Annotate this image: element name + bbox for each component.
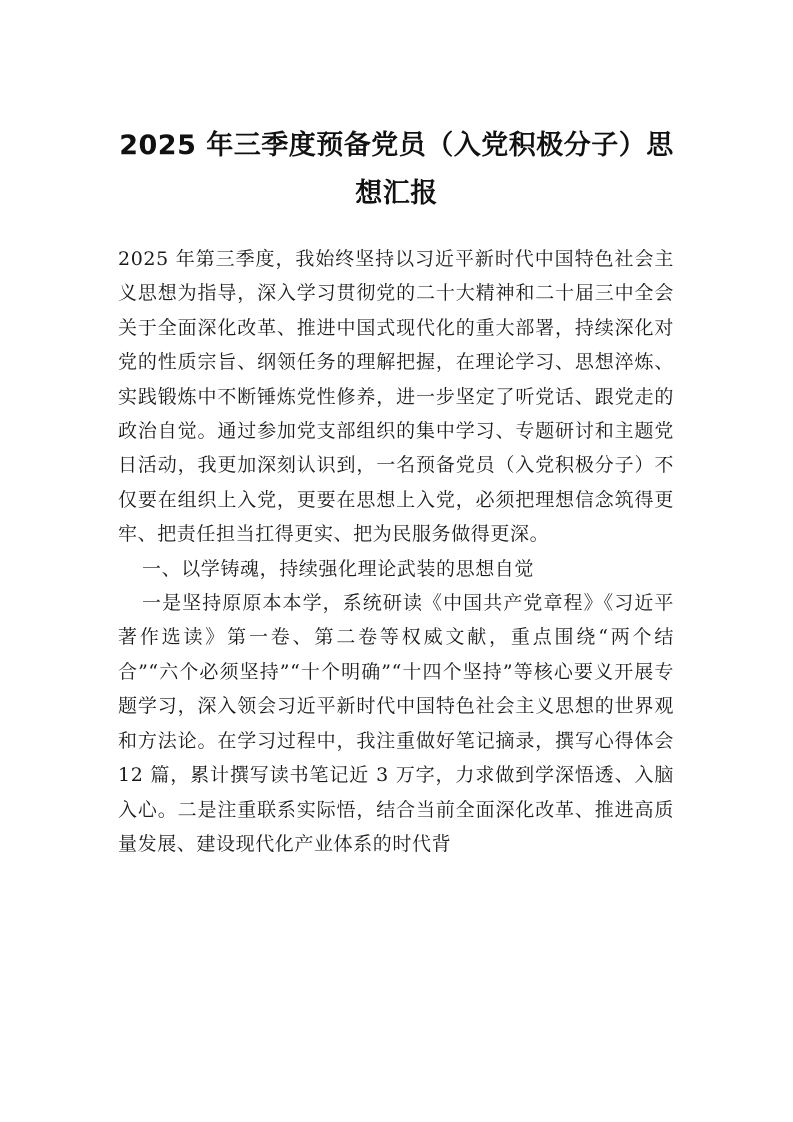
section-heading: 一、以学铸魂，持续强化理论武装的思想自觉	[142, 557, 535, 580]
intro-paragraph: 2025 年第三季度，我始终坚持以习近平新时代中国特色社会主义思想为指导，深入学习贯彻党的二十大精神和二十届三中全会关于全面深化改革、推进中国式现代化的重大部署，持续深化对党的性质宗旨、纲领任务的理解把握，在理论学习、思想淬炼、实践锻炼中不断锤炼党性修养，进一步坚定了听党话、跟党走的政治自觉。通过参加党支部组织的集中学习、专题研讨和主题党日活动，我更加深刻认识到，一名预备党员（入党积极分子）不仅要在组织上入党，更要在思想上入党，必须把理想信念筑得更牢、把责任担当扛得更实、把为民服务做得更深。	[118, 248, 674, 546]
document-body	[118, 242, 674, 861]
document-title: 2025 年三季度预备党员（入党积极分子）思想汇报	[119, 130, 674, 209]
section-paragraph: 一是坚持原原本本学，系统研读《中国共产党章程》《习近平著作选读》第一卷、第二卷等权威文献，重点围绕“两个结合”“六个必须坚持”“十个明确”“十四个坚持”等核心要义开展专题学习，深入领会习近平新时代中国特色社会主义思想的世界观和方法论。在学习过程中，我注重做好笔记摘录，撰写心得体会 12 篇，累计撰写读书笔记近 3 万字，力求做到学深悟透、入脑入心。二是注重联系实际悟，结合当前全面深化改革、推进高质量发展、建设现代化产业体系的时代背	[118, 592, 674, 855]
